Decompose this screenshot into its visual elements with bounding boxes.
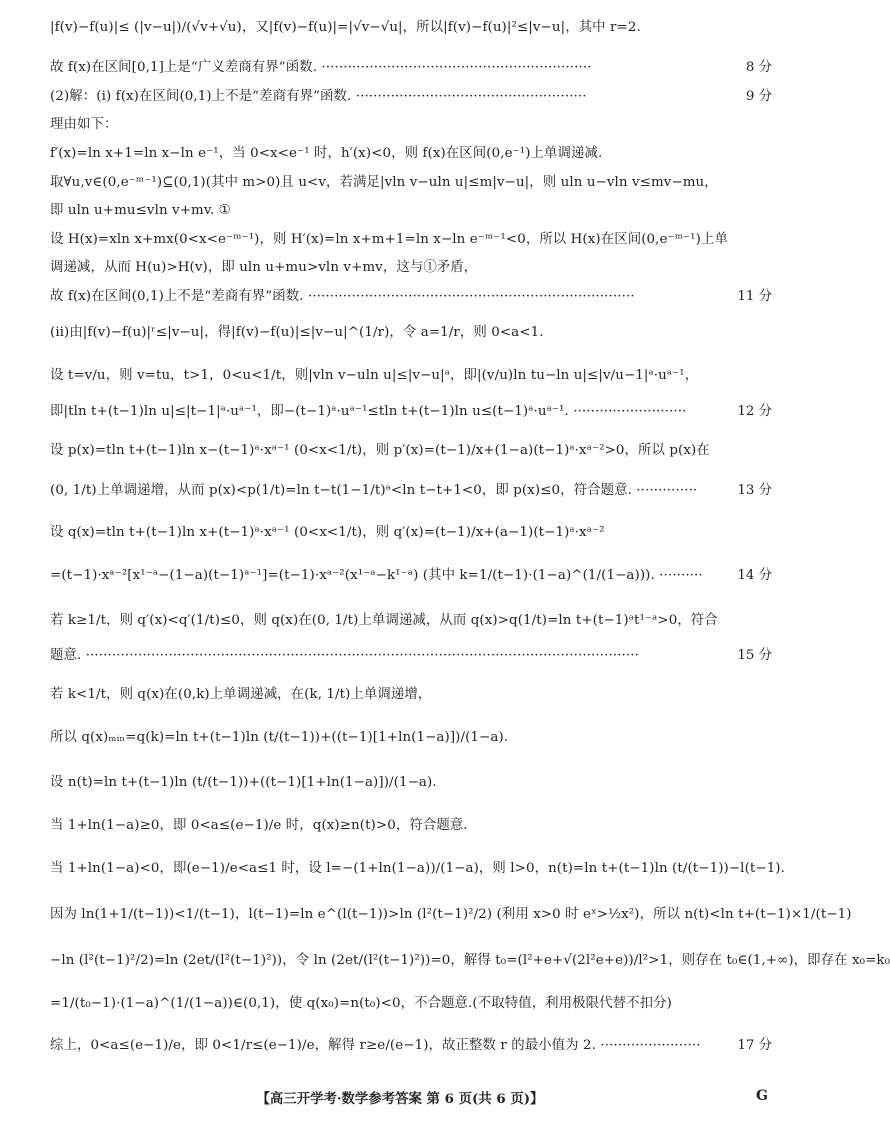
text-line-11: (ⅱ)由|f(v)−f(u)|ʳ≤|v−u|，得|f(v)−f(u)|≤|v−u|^(1/r)，令 a=1/r，则 0<a<1. [50, 325, 544, 340]
score-15: 15 分 [737, 648, 772, 663]
text-line-22: 设 n(t)=ln t+(t−1)ln (t/(t−1))+((t−1)[1+ln(1−a)])/(1−a). [50, 775, 437, 790]
text-line-7: 即 uln u+mu≤vln v+mv. ① [50, 203, 231, 218]
text-line-20: 若 k<1/t，则 q(x)在(0,k)上单调递减，在(k, 1/t)上单调递增， [50, 687, 432, 702]
score-8: 8 分 [745, 60, 772, 75]
text-line-3: (2)解：(ⅰ) f(x)在区间(0,1)上不是“差商有界”函数. ····················································· [50, 89, 587, 104]
text-line-23: 当 1+ln(1−a)≥0，即 0<a≤(e−1)/e 时，q(x)≥n(t)>0，符合题意. [50, 818, 468, 833]
score-13: 13 分 [737, 483, 772, 498]
text-line-17: =(t−1)·xᵃ⁻²[x¹⁻ᵃ−(1−a)(t−1)ᵃ⁻¹]=(t−1)·xᵃ⁻²(x¹⁻ᵃ−k¹⁻ᵃ) (其中 k=1/(t−1)·(1−a)^(1/(1−a))). ·········· [50, 568, 703, 583]
score-17: 17 分 [737, 1038, 772, 1053]
text-line-27: =1/(t₀−1)·(1−a)^(1/(1−a))∈(0,1)，使 q(x₀)=n(t₀)<0，不合题意.(不取特值，利用极限代替不扣分) [50, 996, 672, 1011]
text-line-25: 因为 ln(1+1/(t−1))<1/(t−1)，l(t−1)=ln e^(l(t−1))>ln (l²(t−1)²/2) (利用 x>0 时 eˣ>½x²)，所以 n(t)<ln t+(t−1)×1/(t−1) [50, 907, 852, 922]
text-line-28: 综上，0<a≤(e−1)/e，即 0<1/r≤(e−1)/e，解得 r≥e/(e−1)，故正整数 r 的最小值为 2. ······················· [50, 1038, 701, 1053]
text-line-14: 设 p(x)=tln t+(t−1)ln x−(t−1)ᵃ·xᵃ⁻¹ (0<x<1/t)，则 p′(x)=(t−1)/x+(1−a)(t−1)ᵃ·xᵃ⁻²>0，所以 p(x)在 [50, 443, 710, 458]
paper-code: G [756, 1088, 768, 1104]
page-footer: 【高三开学考·数学参考答案 第 6 页(共 6 页)】 [256, 1091, 544, 1107]
text-line-5: f′(x)=ln x+1=ln x−ln e⁻¹，当 0<x<e⁻¹ 时，h′(x)<0，则 f(x)在区间(0,e⁻¹)上单调递减. [50, 146, 603, 161]
text-line-13: 即|tln t+(t−1)ln u|≤|t−1|ᵃ·uᵃ⁻¹，即−(t−1)ᵃ·uᵃ⁻¹≤tln t+(t−1)ln u≤(t−1)ᵃ·uᵃ⁻¹. ·························· [50, 404, 687, 419]
text-line-4: 理由如下： [50, 117, 118, 132]
text-line-2: 故 f(x)在区间[0,1]上是“广义差商有界”函数. ······························································ [50, 60, 592, 75]
text-line-1: |f(v)−f(u)|≤ (|v−u|)/(√v+√u)，又|f(v)−f(u)|=|√v−√u|，所以|f(v)−f(u)|²≤|v−u|，其中 r=2. [50, 20, 641, 35]
score-12: 12 分 [737, 404, 772, 419]
text-line-19: 题意. ······························································································································· [50, 648, 639, 663]
score-11: 11 分 [737, 289, 772, 304]
text-line-24: 当 1+ln(1−a)<0，即(e−1)/e<a≤1 时，设 l=−(1+ln(1−a))/(1−a)，则 l>0，n(t)=ln t+(t−1)ln (t/(t−1))−l(t−1). [50, 861, 785, 876]
score-14: 14 分 [737, 568, 772, 583]
text-line-8: 设 H(x)=xln x+mx(0<x<e⁻ᵐ⁻¹)，则 H′(x)=ln x+m+1=ln x−ln e⁻ᵐ⁻¹<0，所以 H(x)在区间(0,e⁻ᵐ⁻¹)上单 [50, 232, 728, 247]
text-line-6: 取∀u,v∈(0,e⁻ᵐ⁻¹)⊆(0,1)(其中 m>0)且 u<v，若满足|vln v−uln u|≤m|v−u|，则 uln u−vln v≤mv−mu， [50, 175, 718, 190]
text-line-15: (0, 1/t)上单调递增，从而 p(x)<p(1/t)=ln t−t(1−1/t)ᵃ<ln t−t+1<0，即 p(x)≤0，符合题意. ·············· [50, 483, 698, 498]
text-line-10: 故 f(x)在区间(0,1)上不是“差商有界”函数. ··········································································· [50, 289, 635, 304]
text-line-16: 设 q(x)=tln t+(t−1)ln x+(t−1)ᵃ·xᵃ⁻¹ (0<x<1/t)，则 q′(x)=(t−1)/x+(a−1)(t−1)ᵃ·xᵃ⁻² [50, 525, 605, 540]
text-line-21: 所以 q(x)ₘᵢₙ=q(k)=ln t+(t−1)ln (t/(t−1))+((t−1)[1+ln(1−a)])/(1−a). [50, 730, 509, 745]
text-line-26: −ln (l²(t−1)²/2)=ln (2et/(l²(t−1)²))，令 ln (2et/(l²(t−1)²))=0，解得 t₀=(l²+e+√(2l²e+e))/l²>1，则存在 t₀∈(1,+∞)，即存在 x₀=k₀ [50, 953, 890, 968]
score-9: 9 分 [745, 89, 772, 104]
text-line-9: 调递减，从而 H(u)>H(v)，即 uln u+mu>vln v+mv，这与①矛盾， [50, 260, 478, 275]
text-line-18: 若 k≥1/t，则 q′(x)<q′(1/t)≤0，则 q(x)在(0, 1/t)上单调递减，从而 q(x)>q(1/t)=ln t+(t−1)ᵃt¹⁻ᵃ>0，符合 [50, 613, 718, 628]
text-line-12: 设 t=v/u，则 v=tu，t>1，0<u<1/t，则|vln v−uln u|≤|v−u|ᵃ，即|(v/u)ln tu−ln u|≤|v/u−1|ᵃ·uᵃ⁻¹， [50, 368, 699, 383]
